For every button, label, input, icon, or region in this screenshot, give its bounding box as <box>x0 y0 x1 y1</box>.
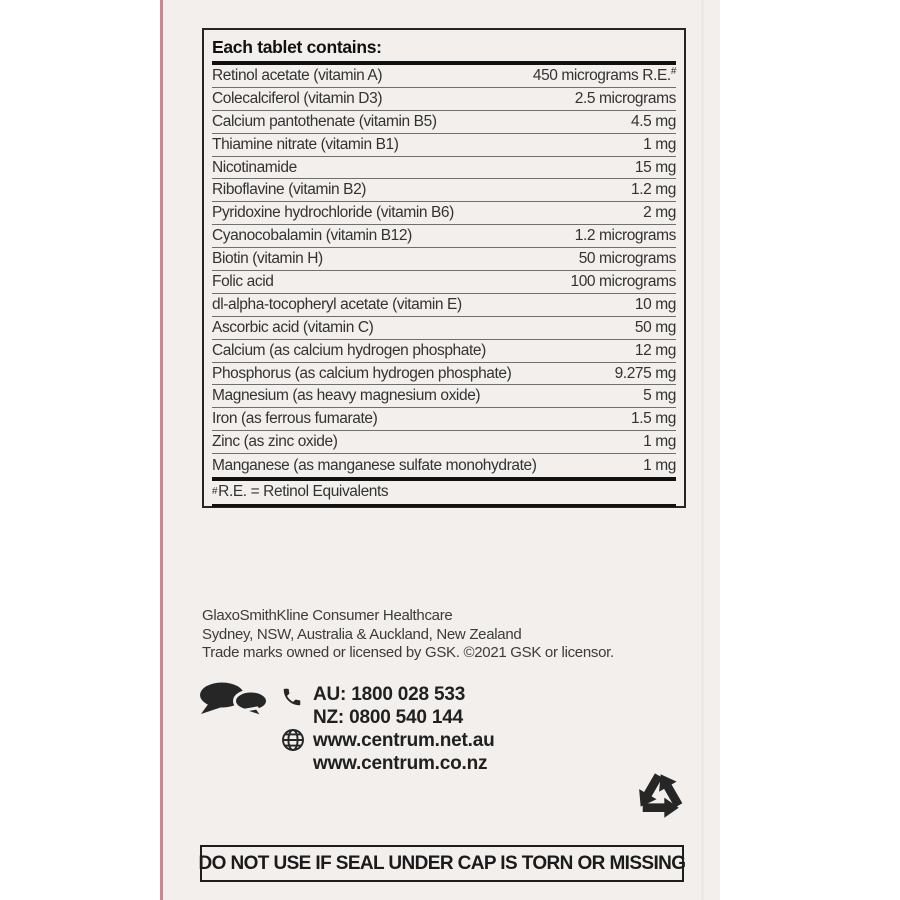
ingredient-row <box>212 157 676 180</box>
ingredient-name: Phosphorus (as calcium hydrogen phosphate) <box>212 364 512 382</box>
ingredient-name: dl-alpha-tocopheryl acetate (vitamin E) <box>212 295 462 313</box>
company-info <box>202 607 614 663</box>
ingredient-name: Zinc (as zinc oxide) <box>212 433 338 451</box>
ingredient-name: Ascorbic acid (vitamin C) <box>212 318 374 336</box>
ingredient-amount: 450 micrograms R.E.# <box>532 65 676 84</box>
ingredient-amount: 1 mg <box>643 135 676 153</box>
ingredient-name: Thiamine nitrate (vitamin B1) <box>212 135 399 153</box>
ingredient-name: Nicotinamide <box>212 158 297 176</box>
ingredient-row <box>212 225 676 248</box>
company-name: GlaxoSmithKline Consumer Healthcare <box>202 607 453 624</box>
company-location: Sydney, NSW, Australia & Auckland, New Zealand <box>202 625 522 643</box>
table-footnote: # R.E. = Retinol Equivalents <box>212 483 389 501</box>
ingredient-row <box>212 431 676 454</box>
ingredient-amount: 1.2 mg <box>631 181 676 199</box>
ingredient-name: Pyridoxine hydrochloride (vitamin B6) <box>212 204 454 222</box>
ingredients-table <box>202 28 686 508</box>
ingredient-amount: 100 micrograms <box>570 272 676 290</box>
website-au: www.centrum.net.au <box>313 730 495 751</box>
ingredient-amount: 4.5 mg <box>631 112 676 130</box>
ingredient-name: Cyanocobalamin (vitamin B12) <box>212 227 412 245</box>
ingredient-row <box>212 65 676 88</box>
ingredient-name: Riboflavine (vitamin B2) <box>212 181 367 199</box>
ingredient-amount: 9.275 mg <box>614 364 676 382</box>
ingredient-amount: 50 micrograms <box>578 250 676 268</box>
ingredient-row <box>212 271 676 294</box>
ingredient-amount: 5 mg <box>643 387 676 405</box>
ingredient-name: Biotin (vitamin H) <box>212 250 323 268</box>
table-footnote-rule-bottom <box>212 504 676 508</box>
ingredient-amount: 15 mg <box>634 158 676 176</box>
ingredient-row <box>212 88 676 111</box>
ingredient-amount: 1.5 mg <box>631 410 676 428</box>
website-nz: www.centrum.co.nz <box>313 753 488 774</box>
phone-icon <box>281 686 303 708</box>
ingredient-row <box>212 294 676 317</box>
footnote-reference-marker: # <box>670 65 676 77</box>
ingredient-amount: 1 mg <box>643 456 676 474</box>
ingredient-row <box>212 408 676 431</box>
ingredient-amount: 12 mg <box>634 341 676 359</box>
ingredients-table-title: Each tablet contains: <box>212 37 382 57</box>
ingredient-amount: 50 mg <box>634 318 676 336</box>
recycle-icon <box>624 750 696 828</box>
ingredient-name: Retinol acetate (vitamin A) <box>212 66 383 84</box>
ingredient-row <box>212 454 676 477</box>
ingredient-amount: 2 mg <box>643 204 676 222</box>
label-panel <box>163 0 720 900</box>
ingredient-row <box>212 248 676 271</box>
trademark-notice: Trade marks owned or licensed by GSK. ©2021 GSK or licensor. <box>202 644 614 662</box>
ingredient-row <box>212 111 676 134</box>
ingredient-name: Calcium pantothenate (vitamin B5) <box>212 112 437 130</box>
footnote-text: R.E. = Retinol Equivalents <box>218 483 389 501</box>
ingredient-name: Manganese (as manganese sulfate monohydrate) <box>212 456 537 474</box>
ingredient-row <box>212 202 676 225</box>
seal-warning-box <box>200 845 684 882</box>
ingredient-name: Iron (as ferrous fumarate) <box>212 410 378 428</box>
ingredient-amount: 1.2 micrograms <box>574 227 676 245</box>
phone-number-au: AU: 1800 028 533 <box>313 684 466 705</box>
phone-number-nz: NZ: 0800 540 144 <box>313 707 463 728</box>
ingredient-row <box>212 179 676 202</box>
ingredient-row <box>212 340 676 363</box>
ingredient-amount: 1 mg <box>643 433 676 451</box>
globe-icon <box>281 728 305 752</box>
ingredient-row <box>212 317 676 340</box>
ingredient-amount: 10 mg <box>634 295 676 313</box>
ingredient-row <box>212 134 676 157</box>
ingredient-name: Colecalciferol (vitamin D3) <box>212 89 383 107</box>
ingredient-name: Magnesium (as heavy magnesium oxide) <box>212 387 481 405</box>
package-fold-line <box>701 0 704 900</box>
ingredient-row <box>212 363 676 386</box>
ingredient-row <box>212 385 676 408</box>
ingredient-amount: 2.5 micrograms <box>574 89 676 107</box>
ingredient-name: Folic acid <box>212 272 274 290</box>
ingredients-rows <box>212 65 676 477</box>
seal-warning-text: DO NOT USE IF SEAL UNDER CAP IS TORN OR MISSING <box>198 852 686 874</box>
speech-bubbles-icon <box>199 681 269 717</box>
ingredient-name: Calcium (as calcium hydrogen phosphate) <box>212 341 486 359</box>
